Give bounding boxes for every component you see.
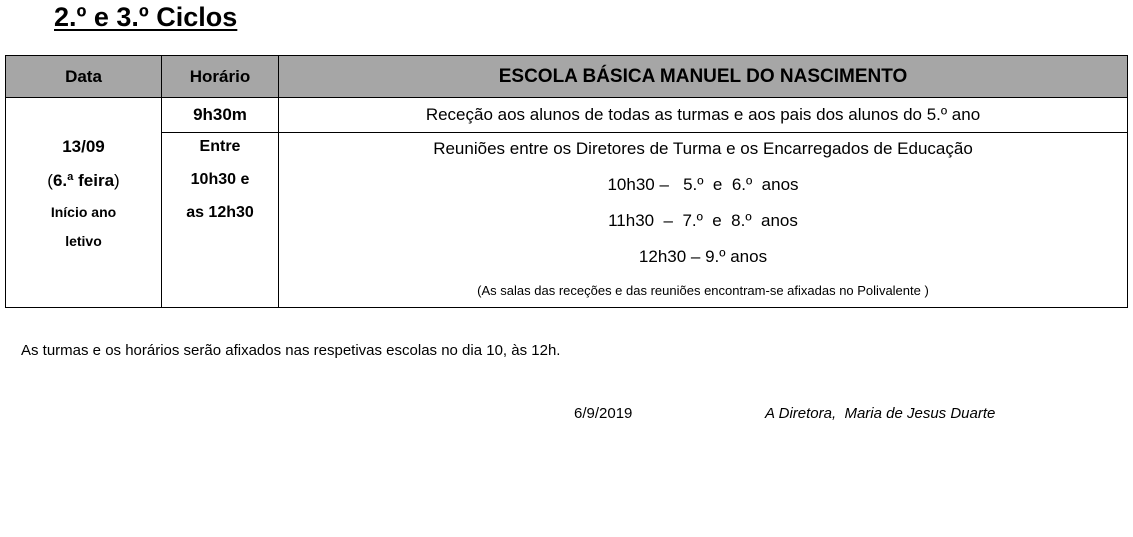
signature-date: 6/9/2019 xyxy=(574,405,633,422)
weekday-close-paren: ) xyxy=(114,171,120,190)
time-cell-reception: 9h30m xyxy=(162,98,279,133)
rooms-note: (As salas das receções e das reuniões encontram-se afixadas no Polivalente ) xyxy=(477,283,929,298)
header-date: Data xyxy=(6,56,162,98)
school-year-start-label-line2: letivo xyxy=(65,233,102,249)
description-meetings xyxy=(279,133,1128,308)
time-line-end: as 12h30 xyxy=(186,204,254,221)
event-date: 13/09 xyxy=(62,137,105,156)
schedule-table xyxy=(5,55,1128,308)
time-line-start: 10h30 e xyxy=(190,171,250,188)
header-time: Horário xyxy=(162,56,279,98)
meeting-slot-5-6: 10h30 – 5.º e 6.º anos xyxy=(607,175,799,194)
description-reception: Receção aos alunos de todas as turmas e aos pais dos alunos do 5.º ano xyxy=(279,98,1128,133)
signature-name: A Diretora, Maria de Jesus Duarte xyxy=(765,405,996,422)
header-school-name: ESCOLA BÁSICA MANUEL DO NASCIMENTO xyxy=(279,56,1128,98)
footer-note: As turmas e os horários serão afixados nas respetivas escolas no dia 10, às 12h. xyxy=(21,342,561,359)
meeting-slot-7-8: 11h30 – 7.º e 8.º anos xyxy=(608,211,798,230)
weekday-open-paren: ( xyxy=(47,171,53,190)
meetings-title: Reuniões entre os Diretores de Turma e os Encarregados de Educação xyxy=(433,139,973,158)
table-row xyxy=(6,133,1128,308)
table-header-row xyxy=(6,56,1128,98)
table-row xyxy=(6,98,1128,133)
time-cell-meetings xyxy=(162,133,279,308)
time-line-between: Entre xyxy=(199,138,241,155)
page-title: 2.º e 3.º Ciclos xyxy=(54,2,238,32)
meeting-slot-9: 12h30 – 9.º anos xyxy=(638,247,768,266)
event-weekday xyxy=(6,168,161,200)
date-cell xyxy=(6,98,162,308)
weekday-text: 6.ª feira xyxy=(52,171,115,190)
school-year-start-label-line1: Início ano xyxy=(50,204,117,220)
